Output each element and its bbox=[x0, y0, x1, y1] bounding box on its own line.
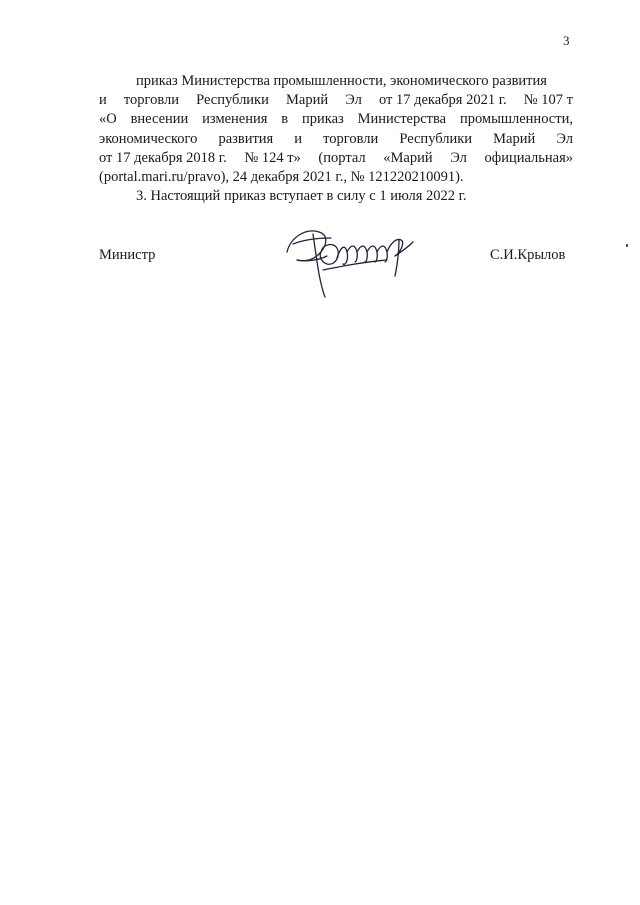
word: № 124 т» bbox=[244, 149, 301, 166]
word: Республики bbox=[196, 92, 269, 109]
signatory-name: С.И.Крылов bbox=[490, 247, 566, 263]
paragraph-1-line-6: (portal.mari.ru/pravo), 24 декабря 2021 г., № 121220210091). bbox=[99, 169, 464, 186]
word: Эл bbox=[345, 92, 362, 109]
word: от 17 декабря 2018 г. bbox=[99, 149, 227, 166]
paragraph-1-line-4 bbox=[99, 130, 573, 149]
paragraph-1-line-2 bbox=[99, 91, 573, 110]
word: изменения bbox=[202, 111, 268, 128]
word: и bbox=[294, 130, 303, 147]
word: развития bbox=[218, 130, 274, 147]
page-number: 3 bbox=[563, 33, 570, 48]
word: промышленности, bbox=[459, 111, 573, 128]
paragraph-1-line-3 bbox=[99, 110, 573, 129]
word: торговли bbox=[123, 92, 180, 109]
word: Марий bbox=[493, 130, 536, 147]
paragraph-2: 3. Настоящий приказ вступает в силу с 1 июля 2022 г. bbox=[136, 188, 467, 205]
word: Министерства bbox=[357, 111, 447, 128]
word: приказ bbox=[301, 111, 344, 128]
word: торговли bbox=[323, 130, 379, 147]
scan-speck bbox=[626, 244, 628, 247]
paragraph-1-line-5 bbox=[99, 149, 573, 168]
word: и bbox=[99, 92, 107, 109]
handwritten-signature-icon bbox=[283, 222, 433, 302]
word: Республики bbox=[399, 130, 473, 147]
word: Эл bbox=[556, 130, 573, 147]
word: официальная» bbox=[484, 149, 573, 166]
word: от 17 декабря 2021 г. bbox=[378, 92, 507, 109]
word: (портал bbox=[318, 149, 366, 166]
word: № 107 т bbox=[523, 92, 573, 109]
body-text bbox=[99, 72, 573, 206]
word: Эл bbox=[450, 149, 467, 166]
word: в bbox=[281, 111, 289, 128]
word: экономического bbox=[99, 130, 198, 147]
signatory-position: Министр bbox=[99, 247, 156, 263]
word: внесении bbox=[130, 111, 189, 128]
paragraph-1-line-1: приказ Министерства промышленности, экономического развития bbox=[136, 73, 547, 89]
word: «О bbox=[99, 111, 117, 128]
word: «Марий bbox=[383, 149, 433, 166]
word: Марий bbox=[285, 92, 329, 109]
